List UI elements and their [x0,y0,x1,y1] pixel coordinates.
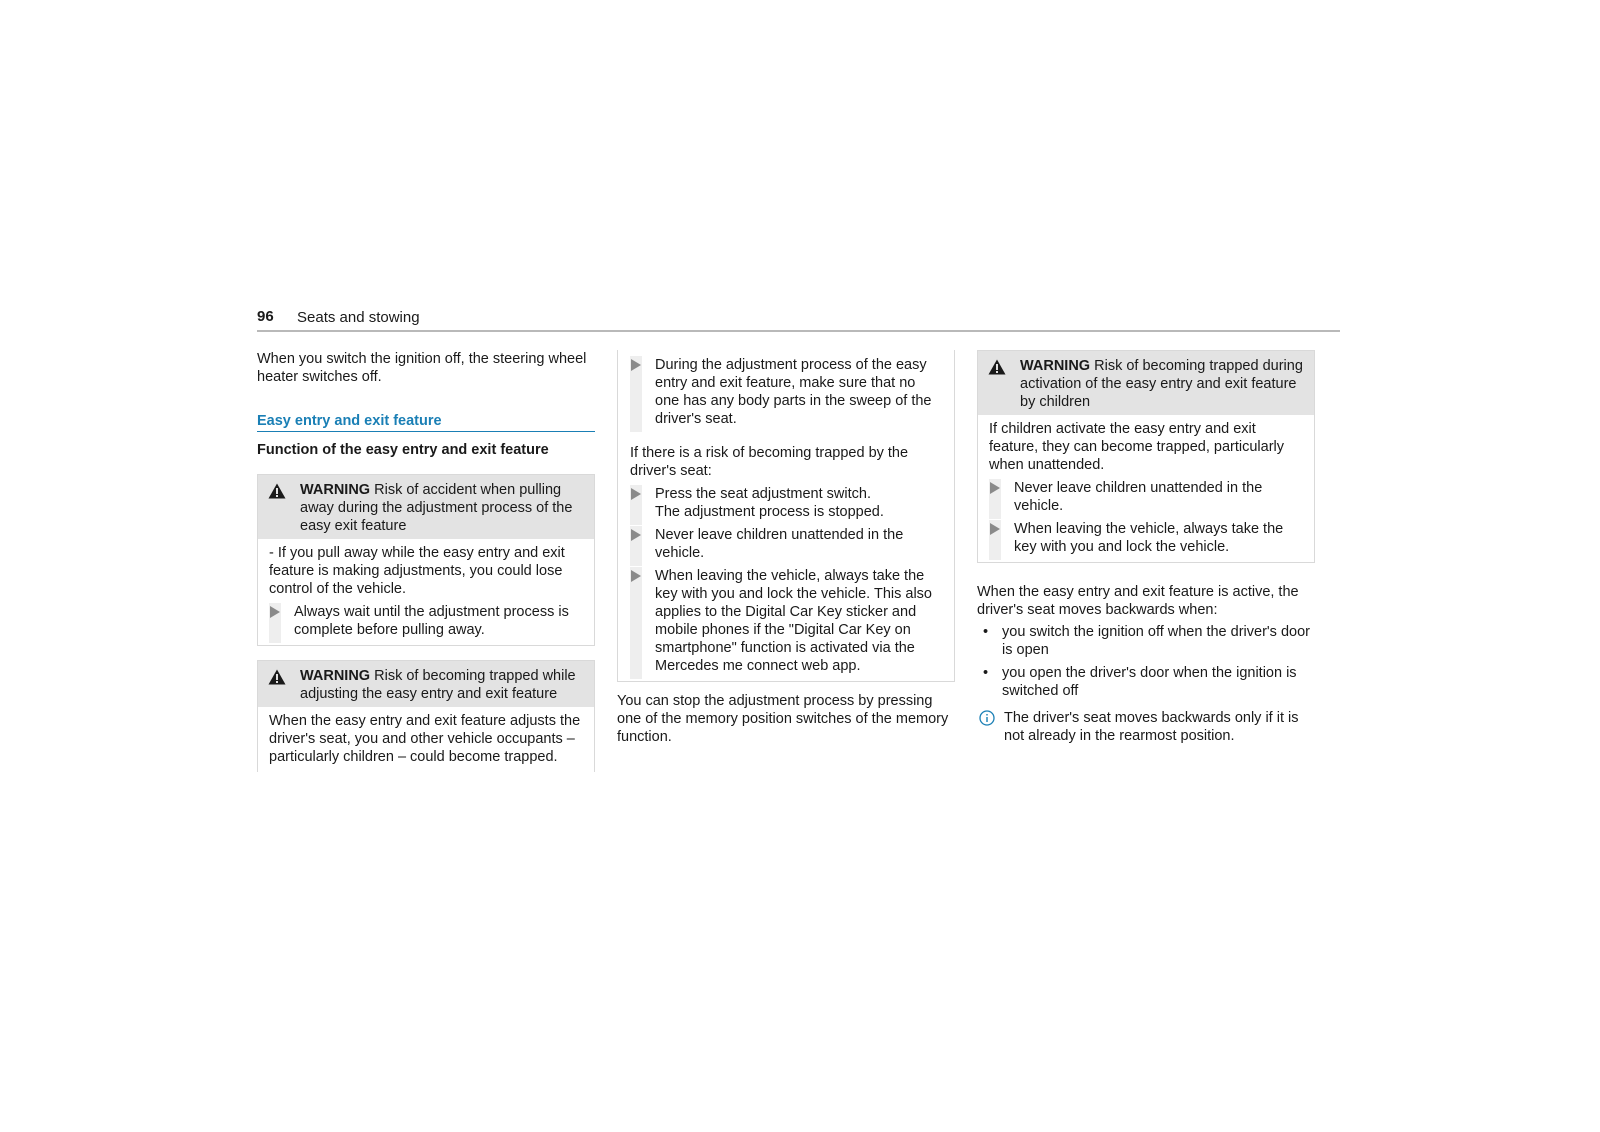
intro-paragraph: When you switch the ignition off, the steering wheel heater switches off. [257,351,587,385]
warning-triangle-icon [268,669,286,685]
page-header [257,308,1340,332]
warning-box-accident [257,474,595,646]
warning-keyword: WARNING [1020,358,1091,374]
arrow-right-icon [270,606,280,618]
warning-triangle-icon [268,483,286,499]
step-text: Never leave children unattended in the vehicle. [655,527,904,561]
warning-header [978,351,1314,415]
warning-text: - If you pull away while the easy entry and exit feature is making adjustments, you could lose control of the vehicle. [269,545,565,597]
arrow-right-icon [631,529,641,541]
warning-keyword: WARNING [300,668,371,684]
trapped-intro: If there is a risk of becoming trapped by the driver's seat: [630,445,909,479]
list-item: • you open the driver's door when the ignition is switched off [977,664,1315,700]
warning-body [258,707,594,772]
step-item [630,485,942,521]
warning-body [258,539,594,645]
backwards-intro: When the easy entry and exit feature is active, the driver's seat moves backwards when: [977,584,1299,618]
warning-header [258,475,594,539]
step-item [989,520,1302,556]
arrow-right-icon [990,482,1000,494]
step-item [630,356,942,428]
list-item: • you switch the ignition off when the driver's door is open [977,623,1315,659]
warning-keyword: WARNING [300,482,371,498]
warning-text: If children activate the easy entry and exit feature, they can become trapped, particularly when unattended. [989,421,1284,473]
bullet-list [977,623,1315,700]
column-2 [617,350,955,746]
column-1 [257,350,595,786]
warning-title: Risk of accident when pulling away during the adjustment process of the easy exit feature [300,482,573,534]
stop-paragraph: You can stop the adjustment process by pressing one of the memory position switches of the memory function. [617,693,949,745]
step-item [269,603,582,639]
step-text: Never leave children unattended in the vehicle. [1014,480,1263,514]
warning-box-trapped [257,660,595,772]
warning-text: When the easy entry and exit feature adjusts the driver's seat, you and other vehicle occupants – particularly children – could become trapped. [269,713,581,765]
arrow-right-icon [631,570,641,582]
info-text: The driver's seat moves backwards only if it is not already in the rearmost position. [1004,710,1299,744]
warning-continuation-box [617,350,955,682]
page-number: 96 [257,308,274,325]
step-item [989,479,1302,515]
step-result: The adjustment process is stopped. [655,504,884,520]
step-text: Always wait until the adjustment process is complete before pulling away. [294,604,569,638]
info-circle-icon [979,710,995,726]
warning-box-children [977,350,1315,563]
step-item [630,526,942,562]
arrow-right-icon [631,359,641,371]
step-text: When leaving the vehicle, always take the key with you and lock the vehicle. [1014,521,1284,555]
warning-triangle-icon [988,359,1006,375]
step-bar [630,567,642,679]
warning-title: Risk of becoming trapped during activation of the easy entry and exit feature by children [1020,358,1303,410]
step-text: During the adjustment process of the easy entry and exit feature, make sure that no one has any body parts in the sweep of the driver's seat. [655,357,932,427]
sub-heading: Function of the easy entry and exit feature [257,442,549,458]
arrow-right-icon [990,523,1000,535]
warning-header [258,661,594,707]
warning-title: Risk of becoming trapped while adjusting the easy entry and exit feature [300,668,576,702]
section-heading: Easy entry and exit feature [257,412,595,432]
column-3 [977,350,1315,745]
step-text: Press the seat adjustment switch. [655,486,871,502]
page-section-title: Seats and stowing [297,309,420,326]
step-text: When leaving the vehicle, always take the key with you and lock the vehicle. This also applies to the Digital Car Key sticker and mobile phones if the "Digital Car Key on smartphone" function is activated via the Mercedes me connect web app. [655,568,932,674]
warning-body [978,415,1314,562]
info-note [977,709,1315,745]
arrow-right-icon [631,488,641,500]
step-item [630,567,942,675]
